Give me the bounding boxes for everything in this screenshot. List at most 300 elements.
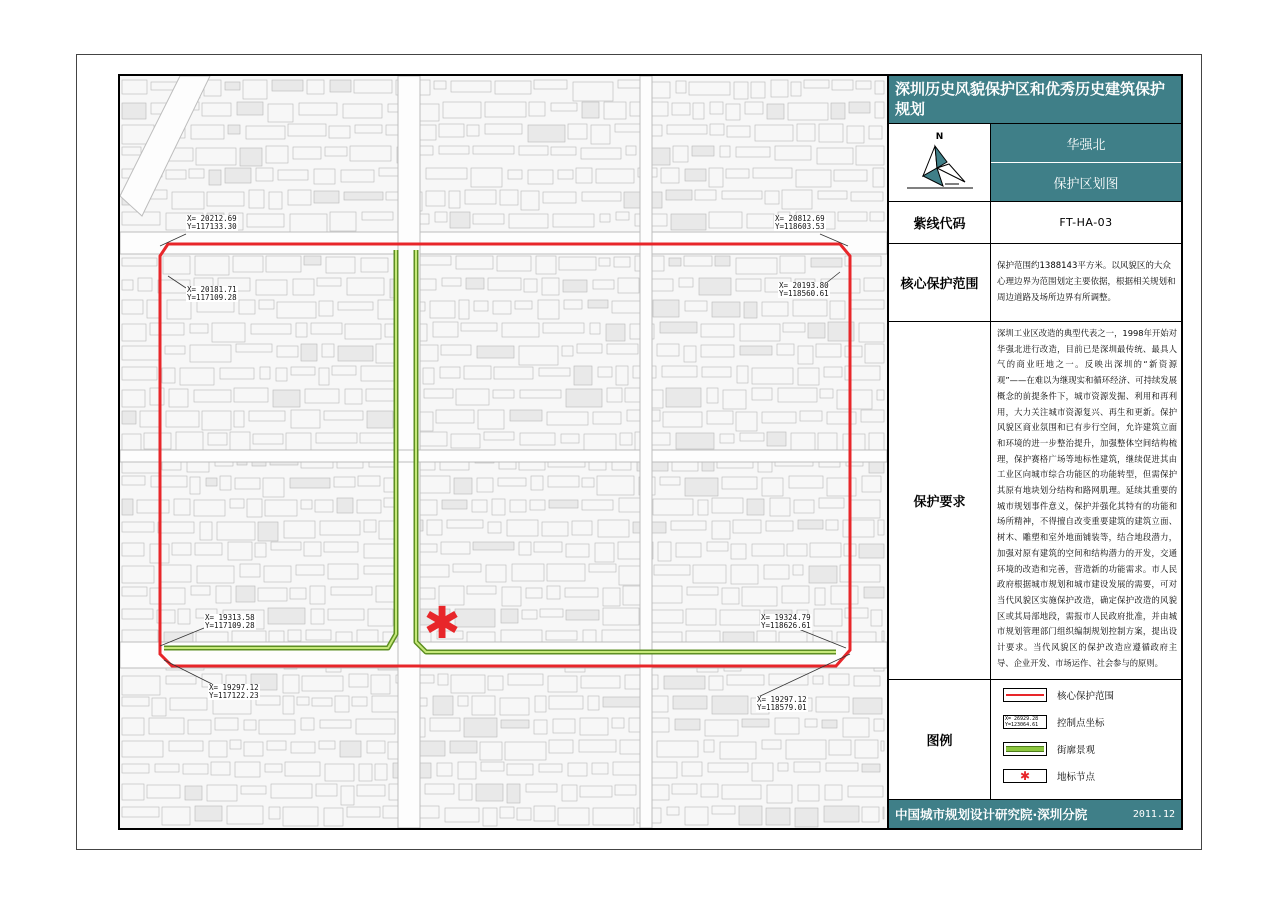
building-footprint [467,125,479,136]
building-footprint [317,278,341,286]
building-footprint [258,522,278,541]
building-footprint [194,390,231,402]
building-footprint [692,146,714,156]
legend-text: 核心保护范围 [1057,691,1115,702]
building-footprint [561,434,579,443]
building-footprint [474,301,488,311]
building-footprint [535,696,546,712]
building-footprint [620,433,632,445]
building-footprint [689,82,730,95]
building-footprint [599,258,610,266]
building-footprint [558,170,573,179]
building-footprint [122,807,159,817]
building-footprint [190,345,231,362]
building-footprint [543,192,576,203]
building-footprint [140,411,160,427]
building-footprint [530,500,545,510]
building-footprint [304,542,321,556]
building-footprint [291,410,320,428]
building-footprint [582,500,613,510]
building-footprint [588,300,608,308]
building-footprint [546,631,577,640]
building-footprint [454,478,472,494]
building-footprint [314,191,339,203]
building-footprint [798,520,823,529]
building-footprint [519,346,558,365]
building-footprint [853,698,882,714]
building-footprint [854,676,880,686]
building-footprint [166,411,199,427]
building-footprint [433,696,453,715]
building-footprint [319,301,333,316]
building-footprint [176,432,203,451]
building-footprint [354,80,392,93]
building-footprint [824,806,859,822]
building-footprint [531,476,543,490]
building-footprint [731,544,746,559]
map-canvas [120,76,887,828]
building-footprint [549,740,573,753]
building-footprint [734,82,748,99]
legend-item [1003,767,1095,785]
building-footprint [794,500,814,513]
building-footprint [315,500,333,512]
building-footprint [329,126,350,138]
building-footprint [669,258,681,266]
building-footprint [464,718,497,737]
building-footprint [736,279,761,291]
building-footprint [508,674,543,685]
building-footprint [265,764,282,772]
building-footprint [349,674,368,687]
building-footprint [230,432,250,451]
building-footprint [188,720,211,734]
building-footprint [304,256,321,265]
building-footprint [430,718,460,731]
building-footprint [671,521,706,530]
landmark-node-icon: ✱ [423,598,461,649]
building-footprint [362,212,393,220]
building-footprint [122,566,154,583]
building-footprint [122,147,141,155]
building-footprint [473,146,514,154]
building-footprint [673,146,688,162]
building-footprint [837,390,872,409]
building-footprint [256,280,287,295]
building-footprint [737,366,748,383]
building-footprint [235,478,260,489]
building-footprint [598,520,629,537]
building-footprint [297,697,309,705]
building-footprint [436,410,474,423]
building-footprint [443,102,481,118]
building-footprint [672,784,697,794]
building-footprint [338,302,373,310]
building-footprint [547,412,588,425]
building-footprint [320,720,351,728]
building-footprint [767,432,786,446]
building-footprint [122,587,147,596]
building-footprint [542,278,559,295]
building-footprint [827,478,856,496]
legend-item [1003,740,1095,758]
building-footprint [778,763,788,771]
building-footprint [272,80,303,91]
building-footprint [481,762,504,771]
building-footprint [488,676,503,690]
building-footprint [283,807,318,826]
building-footprint [566,389,602,407]
building-footprint [528,125,565,142]
building-footprint [358,476,380,486]
building-footprint [820,389,833,398]
legend-row [889,680,1181,800]
building-footprint [290,588,306,599]
building-footprint [521,191,539,210]
building-footprint [793,565,803,575]
building-footprint [195,256,229,275]
building-footprint [667,807,679,815]
building-footprint [693,103,704,119]
building-footprint [684,346,696,362]
building-footprint [818,191,847,199]
building-footprint [519,146,548,155]
building-footprint [359,764,372,781]
building-footprint [816,697,849,712]
building-footprint [215,718,238,730]
building-footprint [534,720,547,734]
building-footprint [151,476,187,487]
building-footprint [722,785,761,799]
building-footprint [874,719,884,731]
building-footprint [614,257,630,267]
building-footprint [267,741,286,750]
building-footprint [442,500,467,509]
building-footprint [497,256,531,271]
building-footprint [710,124,724,135]
building-footprint [722,191,762,199]
building-footprint [752,368,793,384]
building-footprint [553,719,575,733]
building-footprint [591,125,610,144]
building-footprint [122,718,144,735]
building-footprint [122,80,147,94]
building-footprint [465,190,496,204]
building-footprint [712,498,743,513]
building-footprint [425,784,454,794]
building-footprint [845,346,862,357]
building-footprint [485,124,522,134]
building-footprint [264,566,291,582]
building-footprint [864,587,884,598]
building-footprint [720,742,756,759]
building-footprint [811,258,842,267]
building-footprint [676,81,686,93]
building-footprint [826,763,858,771]
building-footprint [122,476,145,485]
building-footprint [767,104,784,119]
building-footprint [818,433,837,451]
building-footprint [271,542,301,550]
building-footprint [883,807,884,819]
building-footprint [240,564,260,577]
building-footprint [727,675,764,685]
building-footprint [290,214,327,232]
building-footprint [845,608,868,618]
building-footprint [212,323,245,342]
building-footprint [495,81,531,94]
building-footprint [471,168,502,187]
building-footprint [685,301,707,311]
building-footprint [502,323,539,337]
building-footprint [766,808,790,825]
building-footprint [424,389,453,398]
building-footprint [185,786,202,800]
building-footprint [367,741,385,753]
building-footprint [742,719,769,727]
building-footprint [163,256,190,274]
building-footprint [526,784,557,792]
building-footprint [660,477,680,485]
building-footprint [227,806,263,824]
building-footprint [742,587,777,606]
building-footprint [260,367,270,379]
building-footprint [255,543,266,557]
building-footprint [534,80,567,89]
building-footprint [652,390,663,408]
building-footprint [733,520,761,533]
building-footprint [562,785,577,801]
coordinate-box-icon [1003,715,1047,729]
building-footprint [269,192,282,209]
building-footprint [731,565,758,584]
building-footprint [831,586,858,604]
building-footprint [702,367,731,377]
building-footprint [288,190,311,205]
building-footprint [505,742,546,760]
building-footprint [455,609,495,627]
building-footprint [328,564,358,579]
building-footprint [707,411,733,424]
building-footprint [155,764,179,772]
building-footprint [849,102,870,113]
building-footprint [338,346,373,361]
building-footprint [710,102,723,114]
building-footprint [657,741,698,757]
building-footprint [777,344,794,355]
building-footprint [753,168,792,178]
building-footprint [459,784,472,800]
building-footprint [322,344,334,357]
building-footprint [343,104,382,118]
building-footprint [500,190,518,205]
requirements-row [889,322,1181,680]
building-footprint [813,676,823,684]
diagonal-road [120,76,210,216]
building-footprint [685,169,706,181]
building-footprint [364,544,398,558]
building-footprint [259,720,295,734]
building-footprint [207,785,237,801]
building-footprint [582,192,621,201]
building-footprint [441,542,470,554]
building-footprint [604,102,626,119]
building-footprint [334,477,355,487]
building-footprint [770,498,790,516]
building-footprint [805,719,817,727]
building-footprint [312,698,332,706]
building-footprint [122,324,146,341]
building-footprint [566,610,599,620]
building-footprint [364,520,376,532]
building-footprint [723,390,746,409]
building-footprint [832,80,853,90]
building-footprint [195,806,222,821]
building-footprint [283,675,299,693]
building-footprint [240,148,262,166]
building-footprint [778,388,817,402]
building-footprint [345,324,381,339]
building-footprint [548,676,577,692]
building-footprint [233,256,263,272]
place-name: 华强北 [991,124,1181,163]
building-footprint [507,784,520,803]
coordinate-label: X= 20181.71 Y=117109.28 [187,285,237,302]
building-footprint [882,631,884,641]
building-footprint [341,170,374,182]
building-footprint [767,785,792,803]
building-footprint [249,411,285,421]
building-footprint [122,390,145,407]
building-footprint [306,630,331,640]
building-footprint [671,214,706,230]
info-panel [887,76,1181,828]
building-footprint [847,126,864,143]
building-footprint [684,256,712,266]
building-footprint [316,433,357,443]
building-footprint [209,170,221,185]
legend-sample-x: X= 26929.28 [1005,716,1039,722]
building-footprint [451,434,480,448]
building-footprint [856,81,871,89]
building-footprint [277,302,316,318]
map-area [120,76,887,828]
coordinate-label: X= 19297.12 Y=117122.23 [209,683,259,700]
building-footprint [764,565,789,579]
building-footprint [798,785,819,801]
building-footprint [762,302,788,316]
building-footprint [122,411,136,424]
building-footprint [747,214,774,228]
building-footprint [791,433,815,450]
building-footprint [266,146,288,163]
building-footprint [144,433,171,449]
building-footprint [873,168,884,187]
building-footprint [707,388,718,403]
building-footprint [230,740,241,749]
north-label: N [935,131,944,142]
building-footprint [166,170,186,179]
building-footprint [211,762,230,775]
building-footprint [498,478,526,486]
building-footprint [653,300,679,317]
building-footprint [277,346,298,357]
building-footprint [288,630,301,641]
building-footprint [241,786,266,794]
building-footprint [291,742,315,753]
north-arrow-icon [905,142,975,194]
building-footprint [512,564,544,581]
scope-row [889,244,1181,322]
building-footprint [420,412,433,431]
building-footprint [649,762,677,778]
building-footprint [239,300,255,314]
building-footprint [727,126,750,137]
building-footprint [709,168,723,187]
organization-name: 中国城市规划设计研究院·深圳分院 [895,807,1088,822]
building-footprint [466,278,484,289]
building-footprint [449,191,460,208]
building-footprint [278,170,308,180]
building-footprint [251,324,291,334]
building-footprint [311,323,342,334]
building-footprint [712,521,730,539]
building-footprint [598,367,612,377]
building-footprint [510,410,542,421]
building-footprint [371,675,390,694]
building-footprint [450,212,470,228]
building-footprint [258,588,287,601]
building-footprint [814,609,842,626]
legend-sample-y: Y=123064.61 [1005,722,1039,728]
building-footprint [230,499,244,508]
building-footprint [580,718,608,735]
building-footprint [667,125,707,134]
building-footprint [122,784,144,800]
building-footprint [658,542,671,561]
building-footprint [615,785,636,795]
building-footprint [197,301,234,312]
building-footprint [288,124,326,136]
building-footprint [559,257,596,270]
building-footprint [739,806,762,825]
building-footprint [305,389,339,403]
building-footprint [528,170,553,184]
building-footprint [285,762,320,776]
building-footprint [855,740,878,758]
building-footprint [548,476,579,487]
building-footprint [562,346,573,356]
building-footprint [170,698,207,710]
building-footprint [662,366,697,377]
building-footprint [720,146,730,157]
green-line-icon [1003,742,1047,756]
building-footprint [494,367,533,379]
building-footprint [441,345,471,355]
building-footprint [707,542,728,551]
building-footprint [626,146,636,155]
building-footprint [253,434,283,444]
building-footprint [347,278,384,295]
building-footprint [536,256,556,274]
building-footprint [386,192,399,200]
building-footprint [507,764,533,775]
building-footprint [341,786,354,805]
building-footprint [234,411,244,427]
building-footprint [843,718,869,737]
building-footprint [266,256,301,272]
building-footprint [862,764,880,772]
